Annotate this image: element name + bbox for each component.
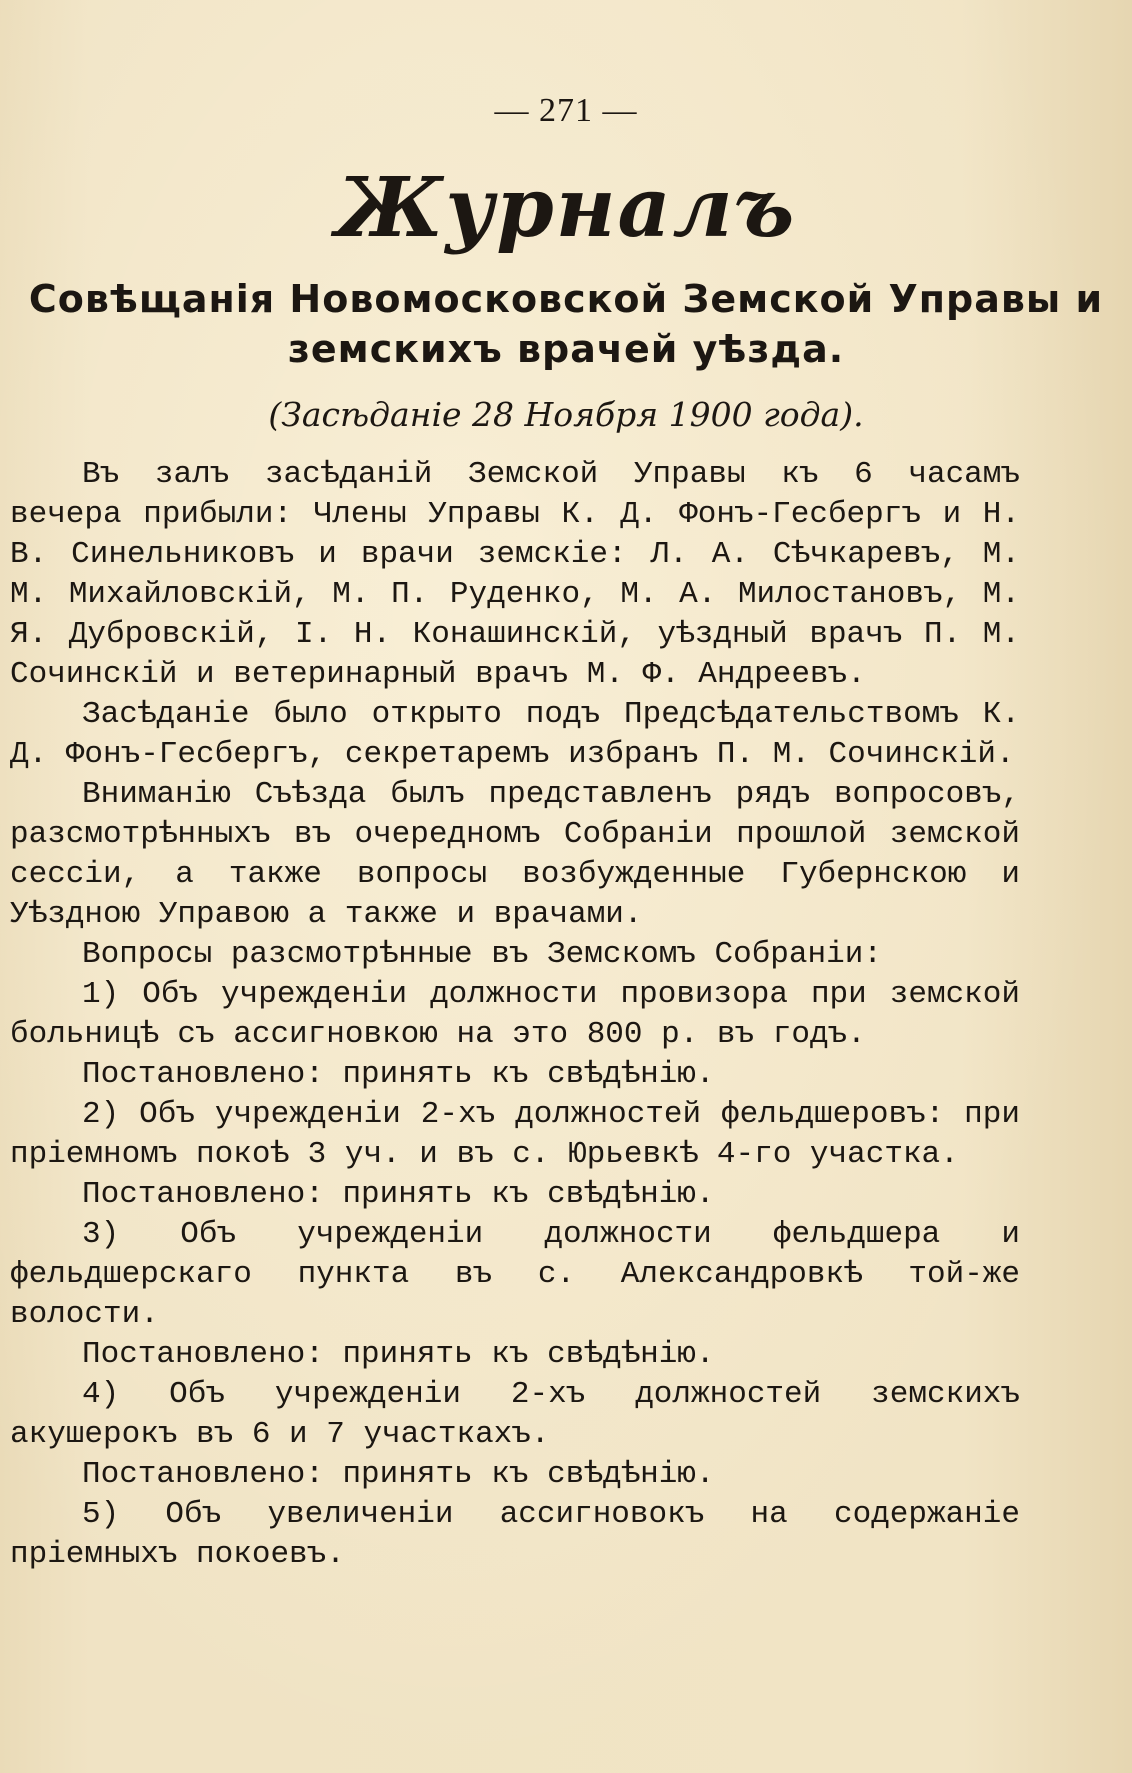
paragraph-item-3: 3) Объ учрежденіи должности фельдшера и фельдшерскаго пункта въ с. Александровкѣ той-же волости. (10, 1217, 1020, 1332)
session-date: (Засѣданіе 28 Ноября 1900 года). (268, 395, 864, 434)
paragraph-chair: Засѣданіе было открыто подъ Предсѣдательствомъ К. Д. Фонъ-Гесбергъ, секретаремъ избранъ П. М. Сочинскій. (10, 697, 1020, 772)
paragraph-resolution: Постановлено: принять къ свѣдѣнію. (82, 1457, 715, 1492)
paragraph-item-2: 2) Объ учрежденіи 2-хъ должностей фельдшеровъ: при пріемномъ покоѣ 3 уч. и въ с. Юрьевкѣ 4-го участка. (10, 1097, 1020, 1172)
subtitle-line-1: Совѣщанія Новомосковской Земской Управы и (28, 277, 1104, 321)
paragraph-item-4: 4) Объ учрежденіи 2-хъ должностей земскихъ акушерокъ въ 6 и 7 участкахъ. (10, 1377, 1020, 1452)
paragraph-resolution: Постановлено: принять къ свѣдѣнію. (82, 1337, 715, 1372)
paragraph-item-5: 5) Объ увеличеніи ассигновокъ на содержаніе пріемныхъ покоевъ. (10, 1497, 1020, 1572)
paragraph-heading: Вопросы разсмотрѣнные въ Земскомъ Собраніи: (82, 937, 882, 972)
paragraph-resolution: Постановлено: принять къ свѣдѣнію. (82, 1177, 715, 1212)
document-title: Журналъ (335, 160, 797, 256)
document-subtitle (0, 274, 1132, 374)
subtitle-line-2: земскихъ врачей уѣзда. (287, 327, 845, 371)
paragraph-item-1: 1) Объ учрежденіи должности провизора при земской больницѣ съ ассигновкою на это 800 р. въ годъ. (10, 977, 1020, 1052)
page-number: — 271 — (494, 92, 638, 129)
paragraph-agenda: Вниманію Съѣзда былъ представленъ рядъ вопросовъ, разсмотрѣнныхъ въ очередномъ Собраніи прошлой земской сессіи, а также вопросы возбужденные Губернскою и Уѣздною Управою а также и врачами. (10, 777, 1020, 932)
paragraph-attendance: Въ залъ засѣданій Земской Управы къ 6 часамъ вечера прибыли: Члены Управы К. Д. Фонъ-Гесбергъ и Н. В. Синельниковъ и врачи земскіе: Л. А. Сѣчкаревъ, М. М. Михайловскій, М. П. Руденко, М. А. Милостановъ, М. Я. Дубровскій, І. Н. Конашинскій, уѣздный врачъ П. М. Сочинскій и ветеринарный врачъ М. Ф. Андреевъ. (10, 457, 1020, 692)
paragraph-resolution: Постановлено: принять къ свѣдѣнію. (82, 1057, 715, 1092)
document-body (10, 455, 1020, 1575)
